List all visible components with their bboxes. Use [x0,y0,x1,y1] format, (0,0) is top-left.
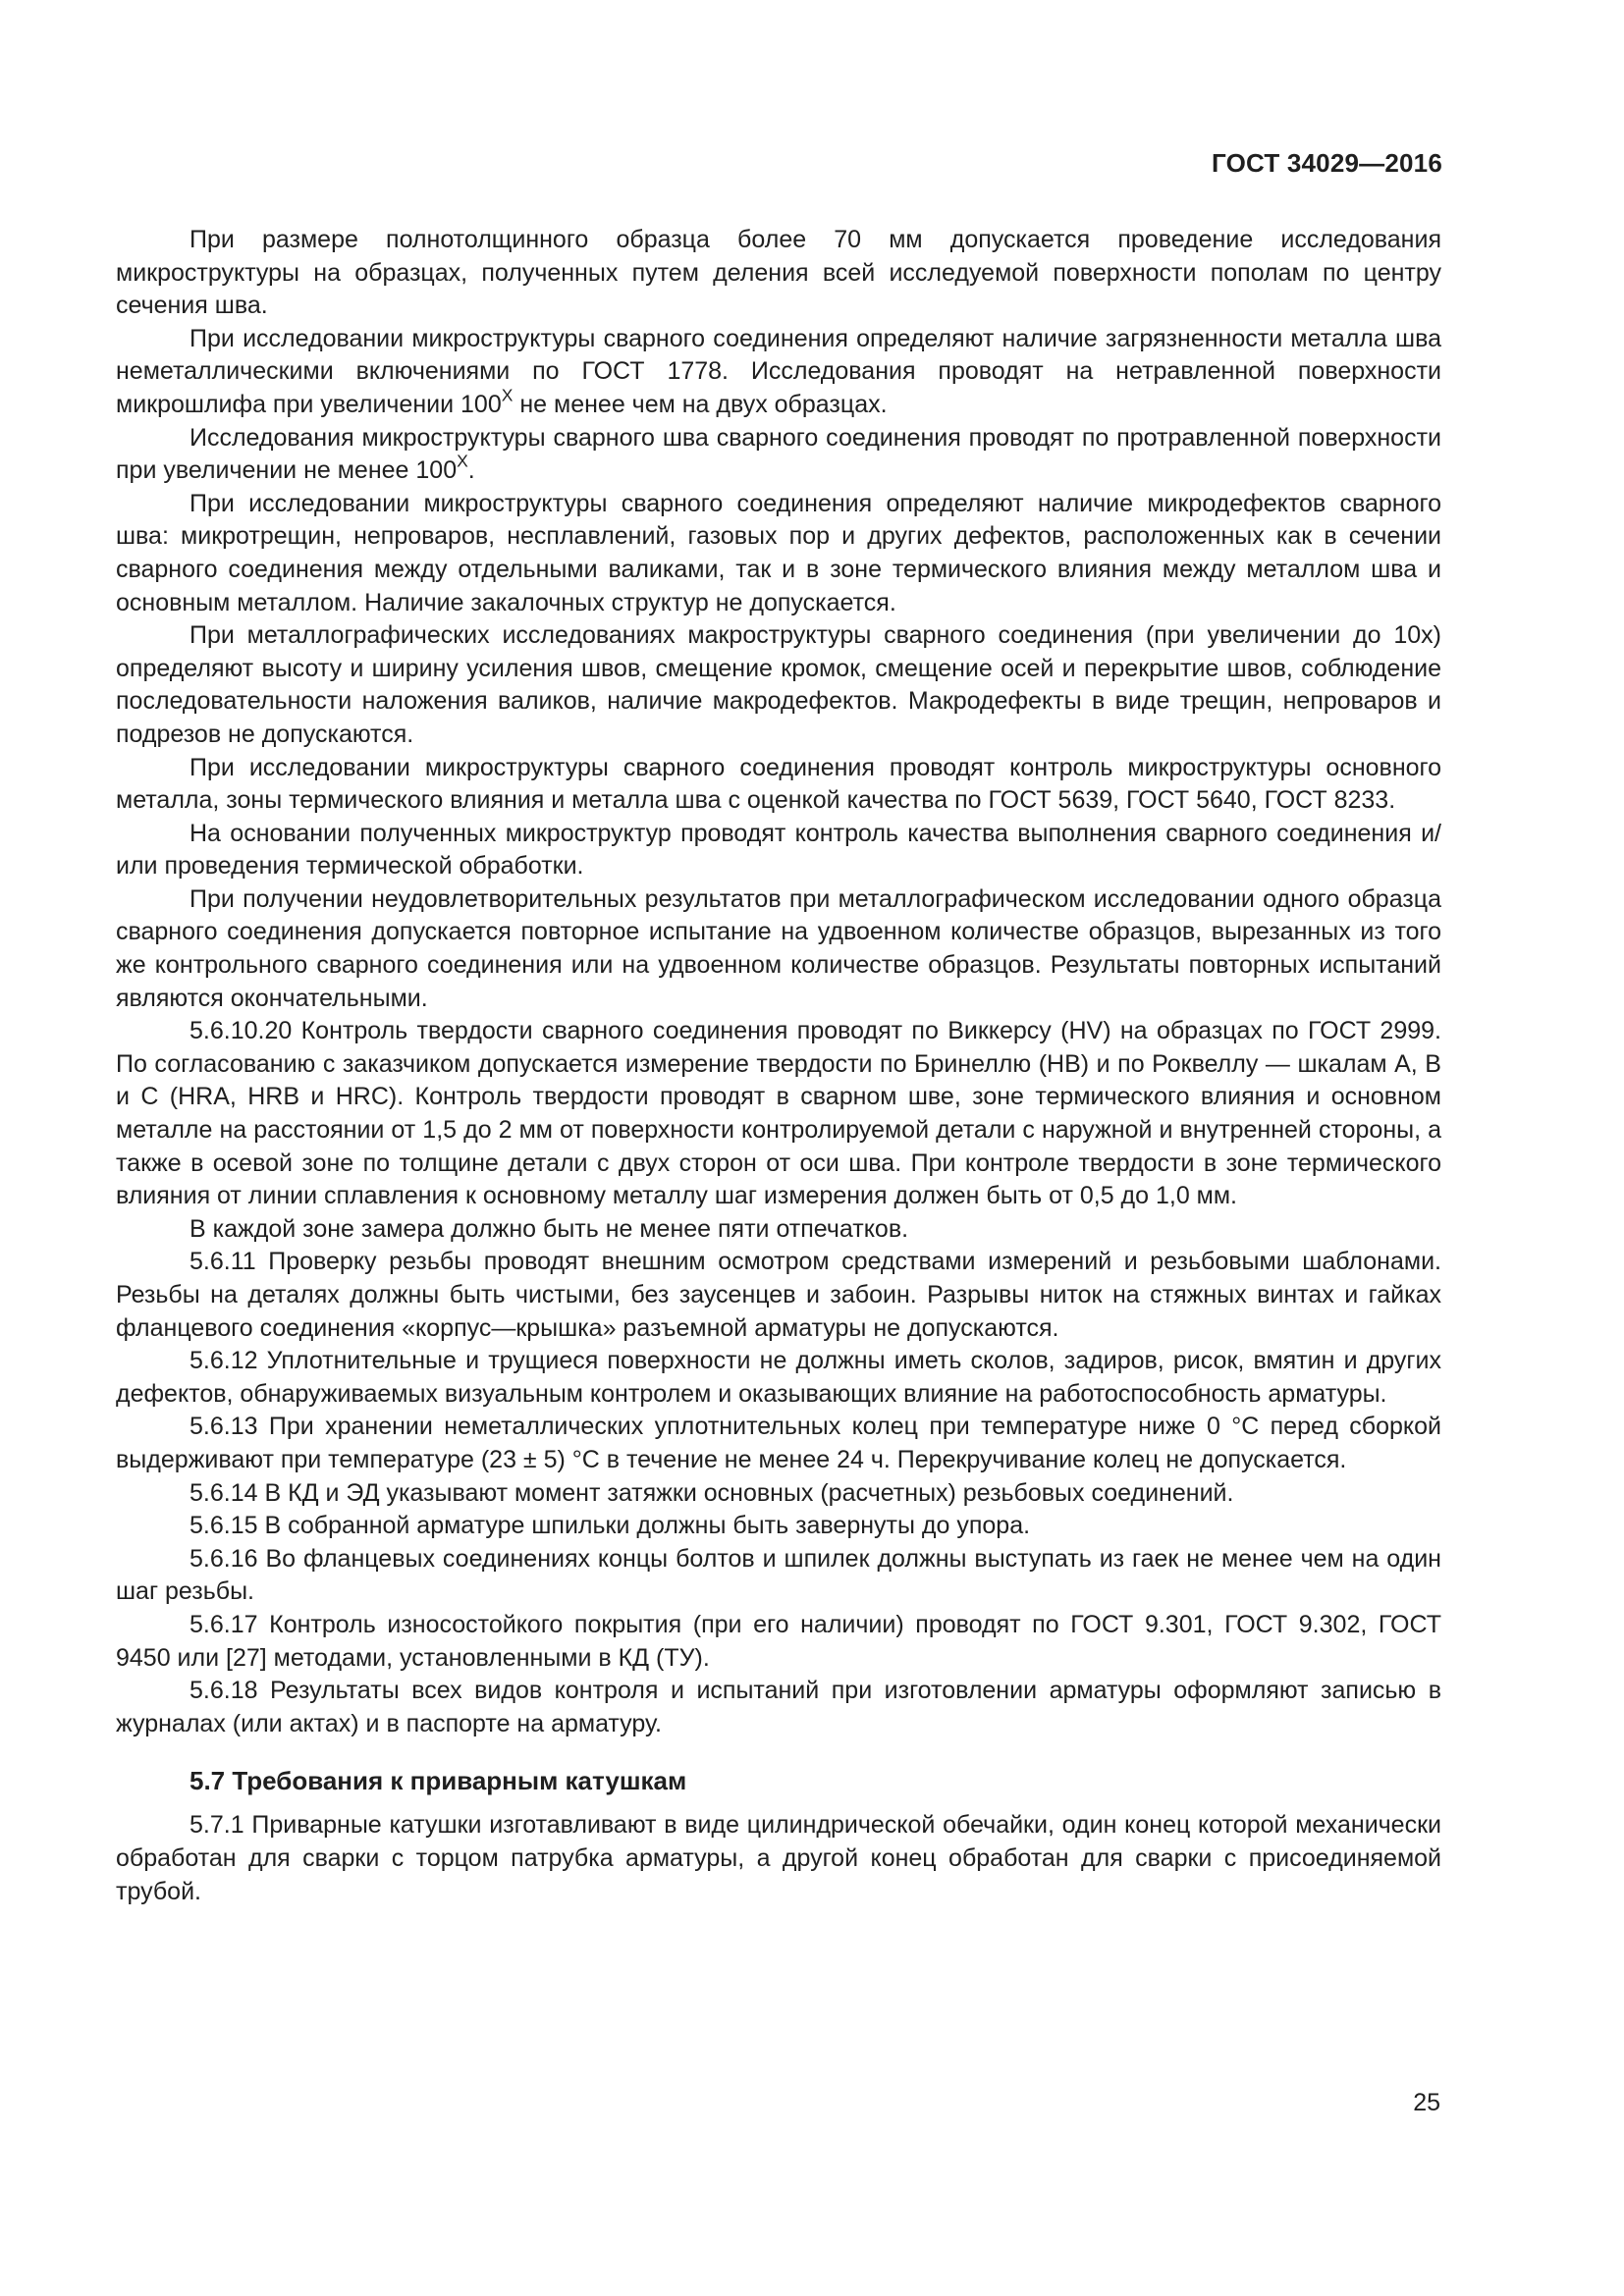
paragraph-text: Исследования микроструктуры сварного шва сварного соединения проводят по протравленной поверхности при увеличении не менее 100 [116,423,1441,485]
paragraph: 5.6.14 В КД и ЭД указывают момент затяжки основных (расчетных) резьбовых соединений. [189,1478,1234,1507]
section-heading: 5.7 Требования к приварным катушкам [189,1766,687,1796]
paragraph: 5.6.12 Уплотнительные и трущиеся поверхности не должны иметь сколов, задиров, рисок, вмятин и других дефектов, обнаруживаемых визуальным контролем и оказывающих влияние на работоспособность арматуры. [116,1347,1441,1408]
document-code: ГОСТ 34029—2016 [1212,148,1442,178]
paragraph [116,422,1441,488]
page-number: 25 [1413,2089,1440,2116]
paragraph: При исследовании микроструктуры сварного соединения определяют наличие микродефектов сварного шва: микротрещин, непроваров, несплавлений, газовых пор и других дефектов, расположенных как в сечении сварного соединения между отдельными валиками, так и в зоне термического влияния между металлом шва и основным металлом. Наличие закалочных структур не допускается. [116,489,1441,616]
paragraph: 5.6.13 При хранении неметаллических уплотнительных колец при температуре ниже 0 °С перед сборкой выдерживают при температуре (23 ± 5) °С в течение не менее 24 ч. Перекручивание колец не допускается. [116,1413,1441,1473]
document-body [116,224,1441,1908]
paragraph: 5.6.16 Во фланцевых соединениях концы болтов и шпилек должны выступать из гаек не менее чем на один шаг резьбы. [116,1544,1441,1606]
paragraph: При размере полнотолщинного образца более 70 мм допускается проведение исследования микроструктуры на образцах, полученных путем деления всей исследуемой поверхности пополам по центру сечения шва. [116,226,1441,320]
magnification-superscript: X [457,451,468,471]
paragraph: 5.6.15 В собранной арматуре шпильки должны быть завернуты до упора. [189,1512,1031,1540]
paragraph: 5.6.10.20 Контроль твердости сварного соединения проводят по Виккерсу (HV) на образцах по ГОСТ 2999. По согласованию с заказчиком допускается измерение твердости по Бринеллю (НВ) и по Роквеллу — шкалам А, В и С (HRA, HRB и HRC). Контроль твердости проводят в сварном шве, зоне термического влияния и основном металле на расстоянии от 1,5 до 2 мм от поверхности контролируемой детали с наружной и внутренней стороны, а также в осевой зоне по толщине детали с двух сторон от оси шва. При контроле твердости в зоне термического влияния от линии сплавления к основному металлу шаг измерения должен быть от 0,5 до 1,0 мм. [116,1017,1441,1210]
paragraph: При металлографических исследованиях макроструктуры сварного соединения (при увеличении до 10х) определяют высоту и ширину усиления швов, смещение кромок, смещение осей и перекрытие швов, соблюдение последовательности наложения валиков, наличие макродефектов. Макродефекты в виде трещин, непроваров и подрезов не допускаются. [116,621,1441,748]
paragraph: При получении неудовлетворительных результатов при металлографическом исследовании одного образца сварного соединения допускается повторное испытание на удвоенном количестве образцов, вырезанных из того же контрольного сварного соединения или на удвоенном количестве образцов. Результаты повторных испытаний являются окончательными. [116,884,1441,1012]
paragraph: 5.6.11 Проверку резьбы проводят внешним осмотром средствами измерений и резьбовыми шаблонами. Резьбы на деталях должны быть чистыми, без заусенцев и забоин. Разрывы ниток на стяжных винтах и гайках фланцевого соединения «корпус—крышка» разъемной арматуры не допускаются. [116,1248,1441,1342]
paragraph: При исследовании микроструктуры сварного соединения проводят контроль микроструктуры основного металла, зоны термического влияния и металла шва с оценкой качества по ГОСТ 5639, ГОСТ 5640, ГОСТ 8233. [116,753,1441,815]
paragraph: В каждой зоне замера должно быть не менее пяти отпечатков. [189,1214,909,1243]
paragraph: 5.6.18 Результаты всех видов контроля и испытаний при изготовлении арматуры оформляют записью в журналах (или актах) и в паспорте на арматуру. [116,1677,1441,1737]
paragraph: 5.6.17 Контроль износостойкого покрытия (при его наличии) проводят по ГОСТ 9.301, ГОСТ 9.302, ГОСТ 9450 или [27] методами, установленными в КД (ТУ). [116,1610,1441,1672]
paragraph-text: не менее чем на двух образцах. [513,390,888,418]
paragraph-text: . [467,456,475,485]
paragraph [116,323,1441,422]
paragraph: На основании полученных микроструктур проводят контроль качества выполнения сварного соединения и/или проведения термической обработки. [116,819,1441,881]
paragraph: 5.7.1 Приварные катушки изготавливают в виде цилиндрической обечайки, один конец которой механически обработан для сварки с торцом патрубка арматуры, а другой конец обработан для сварки с присоединяемой трубой. [116,1811,1441,1905]
magnification-superscript: X [501,385,514,405]
paragraph-text: При исследовании микроструктуры сварного соединения определяют наличие загрязненности металла шва неметаллическими включениями по ГОСТ 1778. Исследования проводят на нетравленной поверхности микрошлифа при увеличении 100 [116,324,1441,418]
